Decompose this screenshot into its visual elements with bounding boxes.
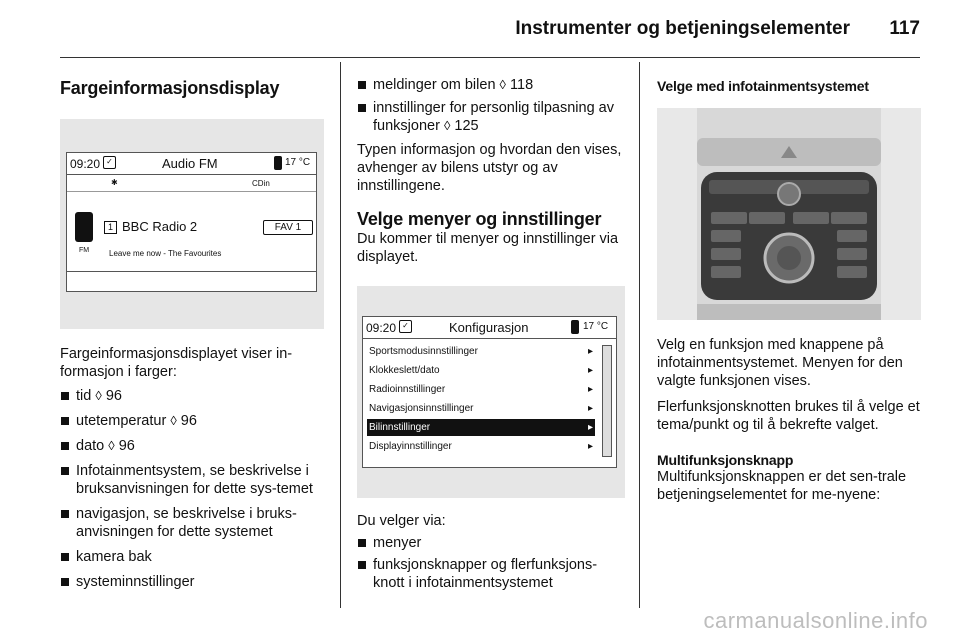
favourites-label: FAV 1: [263, 220, 313, 235]
section-heading: Velge menyer og innstillinger: [357, 209, 602, 229]
menu-item[interactable]: Navigasjonsinnstillinger ▸: [367, 400, 595, 417]
reference-icon: ◊: [443, 118, 451, 133]
reference-icon: ◊: [108, 438, 115, 453]
menu-item[interactable]: Radioinnstillinger ▸: [367, 381, 595, 398]
source-label: CDin: [252, 179, 270, 188]
paragraph: Flerfunksjonsknotten brukes til å velge et tema/punkt og til å bekrefte valget.: [657, 399, 920, 433]
section-heading: Fargeinformasjonsdisplay: [60, 78, 280, 98]
divider: [67, 271, 316, 272]
column-3: [657, 62, 921, 504]
outside-temperature: 17 °C: [285, 157, 311, 168]
list-item: navigasjon, se beskrivelse i bruks-anvisningen for dette systemet: [60, 505, 324, 541]
list-item: tid ◊ 96: [60, 387, 324, 405]
chevron-right-icon: ▸: [587, 365, 593, 376]
list-item: dato ◊ 96: [60, 437, 324, 455]
menu-item[interactable]: Klokkeslett/dato ▸: [367, 362, 595, 379]
list-item: funksjonsknapper og flerfunksjons-knott i infotainmentsystemet: [357, 556, 627, 592]
band-label: FM: [79, 247, 90, 254]
intro-text: Fargeinformasjonsdisplayet viser in-formasjon i farger:: [60, 346, 293, 380]
sub-heading: Multifunksjonsknapp: [657, 452, 794, 468]
paragraph: Du velger via:: [357, 513, 446, 529]
chevron-right-icon: ▸: [587, 403, 593, 414]
page-number: 117: [889, 18, 920, 39]
list-item: menyer: [357, 534, 627, 552]
control-panel-illustration: [657, 108, 921, 320]
chevron-right-icon: ▸: [587, 384, 593, 395]
divider: [67, 191, 316, 192]
phone-icon: [571, 320, 579, 334]
menu-item[interactable]: Displayinnstillinger ▸: [367, 438, 595, 455]
station-name: BBC Radio 2: [122, 219, 198, 234]
page-header: [60, 0, 920, 58]
via-list: [357, 534, 627, 592]
clock-time: 09:20: [70, 157, 101, 171]
screen-title: Audio FM: [162, 156, 218, 171]
outside-temperature: 17 °C: [583, 321, 609, 332]
reference-icon: ◊: [170, 413, 177, 428]
config-screen: [362, 316, 617, 468]
config-display-image: [357, 286, 625, 498]
status-bar: [363, 317, 616, 339]
list-item: systeminnstillinger: [60, 573, 324, 591]
chevron-right-icon: ▸: [587, 346, 593, 357]
audio-display-image: [60, 119, 324, 329]
info-list: [60, 387, 324, 591]
infotainment-panel-image: [657, 108, 921, 320]
check-icon: ✓: [103, 156, 116, 169]
chevron-right-icon: ▸: [587, 422, 593, 433]
preset-number: 1: [104, 221, 117, 234]
status-bar: [67, 153, 316, 175]
list-item: Infotainmentsystem, se beskrivelse i bruksanvisningen for dette sys-temet: [60, 462, 324, 498]
chevron-right-icon: ▸: [587, 441, 593, 452]
paragraph: Typen informasjon og hvordan den vises, avhenger av bilens utstyr og av innstillingene.: [357, 142, 622, 194]
column-divider-1: [340, 62, 341, 608]
list-item: utetemperatur ◊ 96: [60, 412, 324, 430]
info-list-continued: [357, 76, 627, 135]
paragraph: Velg en funksjon med knappene på infotainmentsystemet. Menyen for den valgte funksjonen vises.: [657, 337, 903, 389]
reference-icon: ◊: [499, 77, 506, 92]
track-info: Leave me now - The Favourites: [109, 249, 222, 258]
column-divider-2: [639, 62, 640, 608]
watermark: carmanualsonline.info: [703, 608, 928, 633]
scrollbar[interactable]: [602, 345, 612, 457]
clock-time: 09:20: [366, 321, 397, 335]
phone-icon: [274, 156, 282, 170]
menu-item-selected[interactable]: Bilinnstillinger ▸: [367, 419, 595, 436]
list-item: meldinger om bilen ◊ 118: [357, 76, 627, 94]
radio-icon: [75, 212, 93, 242]
check-icon: ✓: [399, 320, 412, 333]
column-2: [357, 62, 627, 592]
list-item: kamera bak: [60, 548, 324, 566]
bluetooth-icon: ✱: [111, 178, 118, 187]
header-rule: [60, 57, 920, 58]
section-heading: Velge med infotainmentsystemet: [657, 78, 869, 94]
screen-title: Konfigurasjon: [449, 320, 529, 335]
paragraph: Multifunksjonsknappen er det sen-trale betjeningselementet for me-nyene:: [657, 469, 907, 503]
page-title: Instrumenter og betjeningselementer: [515, 18, 850, 39]
menu-item[interactable]: Sportsmodusinnstillinger ▸: [367, 343, 595, 360]
audio-screen: [66, 152, 317, 292]
column-1: [60, 62, 324, 591]
reference-icon: ◊: [95, 388, 102, 403]
list-item: innstillinger for personlig tilpasning av funksjoner ◊ 125: [357, 99, 627, 135]
intro-text: Du kommer til menyer og innstillinger via displayet.: [357, 231, 619, 265]
